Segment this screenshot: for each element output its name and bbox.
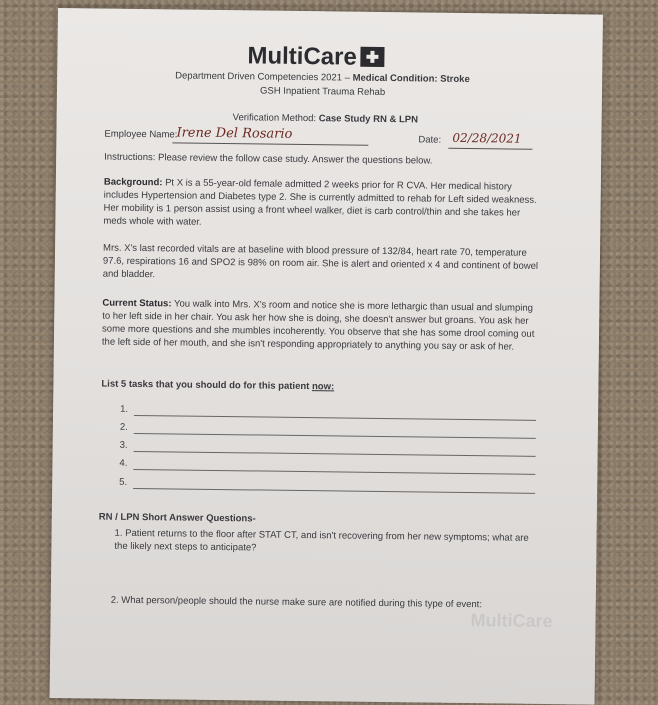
background-paragraph: Background: Pt X is a 55-year-old female admitted 2 weeks prior for R CVA. Her medical history includes Hypertension and Diabetes type 2. She is currently admitted to rehab for Left sided weakness. Her mobility is 1 person assist using a front wheel walker, diet is carb control/thin and she takes her meds whole with water. bbox=[103, 176, 537, 228]
task-number: 2. bbox=[119, 421, 128, 433]
date-handwritten[interactable]: 02/28/2021 bbox=[452, 130, 522, 146]
task-number: 4. bbox=[119, 457, 128, 469]
task-answer-line[interactable] bbox=[134, 414, 536, 421]
short-answer-title: RN / LPN Short Answer Questions- bbox=[98, 511, 256, 525]
date-label: Date: bbox=[418, 134, 442, 146]
task-list-title: List 5 tasks that you should do for this patient now: bbox=[101, 378, 335, 393]
employee-name-handwritten[interactable]: Irene Del Rosario bbox=[176, 125, 293, 142]
task-number: 5. bbox=[119, 476, 128, 488]
vitals-paragraph: Mrs. X's last recorded vitals are at baseline with blood pressure of 132/84, heart rate 70, temperature 97.6, respirations 16 and SPO2 is 98% on room air. She is alert and oriented x 4 and continent of bowel and bladder. bbox=[102, 242, 539, 281]
task-answer-line[interactable] bbox=[133, 487, 535, 494]
question-2: 2. What person/people should the nurse make sure are notified during this type of event: bbox=[110, 594, 483, 611]
unit-name: GSH Inpatient Trauma Rehab bbox=[259, 85, 386, 99]
multicare-watermark: MultiCare bbox=[470, 610, 553, 632]
task-answer-line[interactable] bbox=[134, 450, 536, 457]
task-answer-line[interactable] bbox=[134, 432, 536, 439]
medical-cross-icon bbox=[361, 47, 385, 67]
multicare-logo: MultiCare bbox=[247, 42, 385, 72]
current-status-paragraph: Current Status: You walk into Mrs. X's room and notice she is more lethargic than usual and slumping to her left side in her chair. You ask her how she is doing, she doesn't answer but groans. You ask her some more questions and she mumbles incoherently. You observe that she has some drool coming out the left side of her mouth, and she isn't responding appropriately to anything you say or ask of her. bbox=[101, 297, 535, 353]
question-1: 1. Patient returns to the floor after STAT CT, and isn't recovering from her new symptoms; what are the likely next steps to anticipate? bbox=[114, 527, 529, 554]
competency-subtitle: Department Driven Competencies 2021 – Medical Condition: Stroke bbox=[175, 70, 470, 86]
task-answer-line[interactable] bbox=[133, 468, 535, 475]
employee-name-label: Employee Name: bbox=[104, 128, 178, 141]
employee-name-line bbox=[172, 141, 368, 145]
case-study-sheet bbox=[50, 8, 603, 705]
task-number: 1. bbox=[120, 403, 129, 415]
date-line bbox=[448, 147, 532, 150]
instructions: Instructions: Please review the follow case study. Answer the questions below. bbox=[104, 151, 433, 167]
task-number: 3. bbox=[119, 439, 128, 451]
verification-method: Verification Method: Case Study RN & LPN bbox=[232, 112, 419, 126]
